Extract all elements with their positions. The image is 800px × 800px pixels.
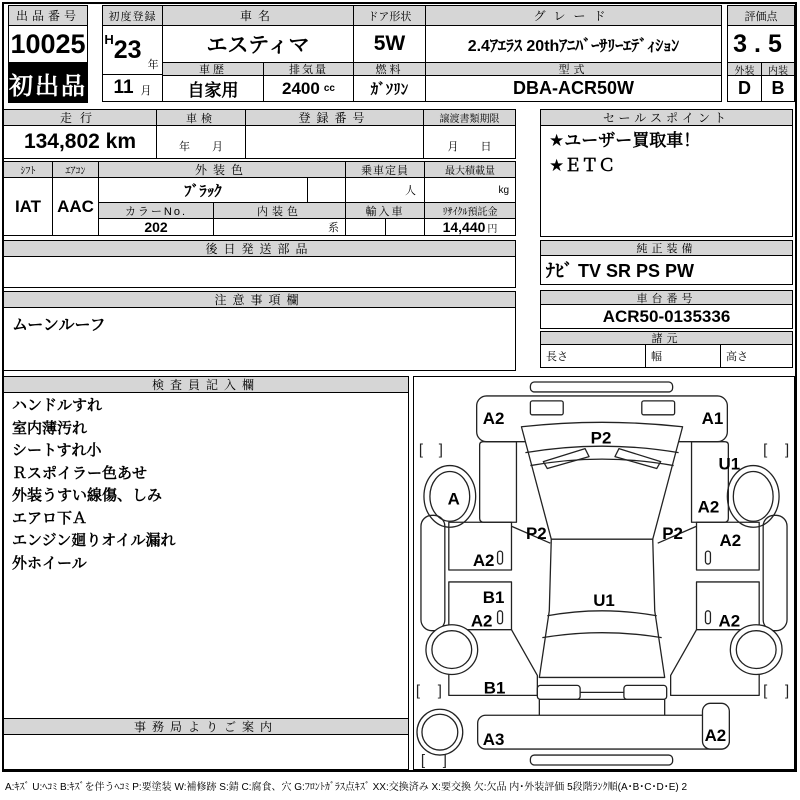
list-item: ★ユーザー買取車！ bbox=[549, 131, 701, 150]
spec-length-cell: 長さ bbox=[540, 344, 646, 368]
tail-light-left-shape bbox=[537, 685, 580, 699]
model-code-value: DBA-ACR50W bbox=[425, 75, 722, 102]
damage-label-p2: P2 bbox=[526, 524, 547, 544]
photo-bracket: ] bbox=[438, 441, 443, 459]
list-item: 外装うすい線傷、しみ bbox=[12, 487, 163, 504]
aircon-value: AAC bbox=[52, 177, 99, 236]
import-header: 輸入車 bbox=[345, 202, 425, 219]
registration-number-header: 登録番号 bbox=[245, 109, 424, 126]
car-name-value: エスティマ bbox=[162, 25, 354, 63]
exterior-color-header: 外装色 bbox=[98, 161, 346, 178]
capacity-value: 人 bbox=[345, 177, 425, 203]
photo-bracket: [ bbox=[415, 682, 421, 700]
damage-label-u1: U1 bbox=[593, 590, 615, 610]
damage-label-a2: A2 bbox=[704, 726, 727, 746]
front-plate-shape bbox=[530, 382, 672, 392]
photo-bracket: ] bbox=[784, 682, 790, 700]
mileage-header: 走行 bbox=[3, 109, 157, 126]
spec-width-cell: 幅 bbox=[645, 344, 721, 368]
left-rear-door-handle bbox=[498, 611, 503, 624]
sales-points-box bbox=[540, 125, 793, 237]
right-front-wheel-inner bbox=[733, 472, 773, 522]
capacity-header: 乗車定員 bbox=[345, 161, 425, 178]
mileage-value: 134,802 km bbox=[3, 125, 157, 159]
damage-label-a: A bbox=[447, 489, 460, 509]
spare-wheel-outer bbox=[417, 709, 463, 755]
car-right-side-section bbox=[658, 441, 790, 696]
car-front-section bbox=[477, 382, 728, 539]
shift-header: ｼﾌﾄ bbox=[3, 161, 53, 178]
recycle-fee-unit: 円 bbox=[487, 223, 498, 235]
inspection-value: 年 月 bbox=[156, 125, 246, 159]
exterior-grade-header: 外装 bbox=[727, 62, 762, 76]
right-rear-door-handle bbox=[705, 611, 710, 624]
damage-label-a3: A3 bbox=[482, 730, 505, 750]
right-front-wheel-outer bbox=[727, 466, 779, 528]
interior-grade-header: 内装 bbox=[761, 62, 795, 76]
import-value-left bbox=[345, 218, 386, 236]
door-shape-value: 5W bbox=[353, 25, 426, 63]
list-item: 外ホイール bbox=[12, 554, 87, 572]
recycle-deposit-header: ﾘｻｲｸﾙ預託金 bbox=[424, 202, 516, 219]
chassis-number-value: ACR50-0135336 bbox=[540, 304, 793, 329]
era-letter: H bbox=[104, 32, 114, 47]
door-shape-header: ドア形状 bbox=[353, 5, 426, 26]
color-no-value: 202 bbox=[98, 218, 214, 236]
lot-number-value: 10025 bbox=[8, 25, 88, 63]
car-history-value: 自家用 bbox=[162, 75, 264, 102]
registration-number-value bbox=[245, 125, 424, 159]
inspector-notes-box bbox=[3, 392, 409, 719]
first-registration-month-cell bbox=[102, 74, 163, 102]
later-parts-box bbox=[3, 256, 516, 288]
fuel-value: ｶﾞｿﾘﾝ bbox=[353, 75, 426, 102]
exterior-color-subcell bbox=[307, 177, 346, 203]
damage-label-a2: A2 bbox=[482, 408, 505, 428]
displacement-number: 2400 bbox=[282, 78, 320, 98]
left-front-door-handle bbox=[498, 551, 503, 564]
spec-height-cell: 高さ bbox=[720, 344, 793, 368]
reg-year-unit: 年 bbox=[147, 59, 159, 71]
exterior-color-value: ﾌﾞﾗｯｸ bbox=[98, 177, 308, 203]
equipment-value: ﾅﾋﾞ TV SR PS PW bbox=[540, 255, 793, 285]
office-notice-box bbox=[3, 734, 409, 770]
first-registration-year-cell bbox=[102, 25, 163, 75]
list-item: 室内薄汚れ bbox=[12, 419, 88, 437]
right-rocker-panel-shape bbox=[763, 515, 787, 630]
photo-bracket: [ bbox=[763, 682, 768, 700]
aircon-header: ｴｱｺﾝ bbox=[52, 161, 99, 178]
tail-light-right-shape bbox=[624, 685, 667, 699]
interior-grade-value: B bbox=[761, 75, 795, 102]
car-name-header: 車名 bbox=[162, 5, 354, 26]
displacement-header: 排気量 bbox=[263, 62, 354, 76]
footer-legend: A:ｷｽﾞ U:ﾍｺﾐ B:ｷｽﾞを伴うﾍｺﾐ P:要塗装 W:補修跡 S:錆 C:腐食、穴 G:ﾌﾛﾝﾄｶﾞﾗｽ点ｷｽﾞ XX:交換済み X:要交換 欠:欠品 内･外装評価 5段階ﾗﾝｸ順(A･B･C･D･E) 2 bbox=[5, 782, 688, 793]
model-code-header: 型式 bbox=[425, 62, 722, 76]
reg-year: 23 bbox=[113, 35, 142, 64]
grade-header: グレード bbox=[425, 5, 722, 26]
equipment-header: 純正装備 bbox=[540, 240, 793, 256]
damage-label-p2: P2 bbox=[662, 524, 683, 544]
fuel-header: 燃料 bbox=[353, 62, 426, 76]
lot-number-header: 出品番号 bbox=[8, 5, 88, 26]
damage-label-p2: P2 bbox=[590, 428, 612, 448]
interior-color-value: 系 bbox=[213, 218, 346, 236]
damage-label-a2: A2 bbox=[719, 531, 742, 551]
list-item: ハンドルすれ bbox=[12, 397, 103, 414]
right-rear-wheel-outer bbox=[730, 625, 782, 675]
grade-value: 2.4ｱｴﾗｽ 20thｱﾆﾊﾞｰｻﾘｰｴﾃﾞｨｼｮﾝ bbox=[425, 25, 722, 63]
specs-header: 諸元 bbox=[540, 331, 793, 345]
front-grille-right-shape bbox=[642, 401, 675, 415]
rear-bumper-shape bbox=[478, 715, 730, 749]
inspection-header: 車検 bbox=[156, 109, 246, 126]
list-item: ★ＥＴＣ bbox=[549, 156, 616, 175]
left-rocker-panel-shape bbox=[421, 515, 445, 630]
photo-bracket: [ bbox=[418, 441, 424, 459]
list-item: エンジン廻りオイル漏れ bbox=[12, 532, 176, 549]
photo-bracket: [ bbox=[420, 751, 426, 769]
recycle-deposit-value bbox=[424, 218, 516, 236]
displacement-unit: cc bbox=[323, 83, 335, 94]
right-front-door-handle bbox=[705, 551, 710, 564]
color-no-header: カラーNo. bbox=[98, 202, 214, 219]
office-notice-header: 事務局よりご案内 bbox=[3, 718, 409, 735]
later-parts-header: 後日発送部品 bbox=[3, 240, 516, 257]
transfer-doc-value: 月 日 bbox=[423, 125, 516, 159]
list-item: エアロ下Ａ bbox=[12, 509, 88, 527]
damage-label-a2: A2 bbox=[470, 611, 493, 631]
damage-label-u1: U1 bbox=[718, 454, 741, 474]
damage-label-a2: A2 bbox=[472, 551, 495, 571]
notes-header: 注意事項欄 bbox=[3, 291, 516, 308]
transfer-doc-header: 譲渡書類期限 bbox=[423, 109, 516, 126]
photo-bracket: ] bbox=[442, 751, 447, 769]
damage-label-b1: B1 bbox=[482, 587, 505, 607]
notes-box: ムーンルーフ bbox=[3, 307, 516, 371]
front-grille-left-shape bbox=[530, 401, 563, 415]
left-rear-wheel-outer bbox=[426, 625, 478, 675]
car-damage-diagram bbox=[414, 377, 794, 769]
photo-bracket: ] bbox=[784, 441, 790, 459]
reg-month: 11 bbox=[113, 77, 134, 98]
first-listing-badge: 初出品 bbox=[8, 63, 88, 103]
score-header: 評価点 bbox=[727, 5, 795, 26]
score-value: 3.5 bbox=[727, 25, 795, 63]
exterior-grade-value: D bbox=[727, 75, 762, 102]
rear-plate-shape bbox=[530, 755, 672, 765]
damage-label-a2: A2 bbox=[697, 497, 720, 517]
left-fender-shape bbox=[480, 442, 517, 523]
shift-value: IAT bbox=[3, 177, 53, 236]
recycle-fee: 14,440 bbox=[442, 219, 486, 235]
photo-bracket: [ bbox=[763, 441, 768, 459]
chassis-number-header: 車台番号 bbox=[540, 290, 793, 305]
list-item: Ｒスポイラー色あせ bbox=[12, 464, 148, 482]
car-rear-section bbox=[478, 685, 730, 765]
car-history-header: 車歴 bbox=[162, 62, 264, 76]
first-registration-header: 初度登録 bbox=[102, 5, 163, 26]
max-load-header: 最大積載量 bbox=[424, 161, 516, 178]
interior-color-header: 内装色 bbox=[213, 202, 346, 219]
photo-bracket: ] bbox=[437, 682, 442, 700]
damage-label-b1: B1 bbox=[483, 678, 506, 698]
inspector-notes-header: 検査員記入欄 bbox=[3, 376, 409, 393]
sales-points-header: セールスポイント bbox=[540, 109, 793, 126]
displacement-value bbox=[263, 75, 354, 102]
max-load-value: kg bbox=[424, 177, 516, 203]
list-item: シートすれ小 bbox=[12, 442, 102, 459]
reg-month-unit: 月 bbox=[140, 85, 152, 97]
damage-diagram-box bbox=[413, 376, 795, 770]
damage-label-a2: A2 bbox=[718, 611, 741, 631]
damage-label-a1: A1 bbox=[701, 408, 724, 428]
import-value-right bbox=[385, 218, 425, 236]
